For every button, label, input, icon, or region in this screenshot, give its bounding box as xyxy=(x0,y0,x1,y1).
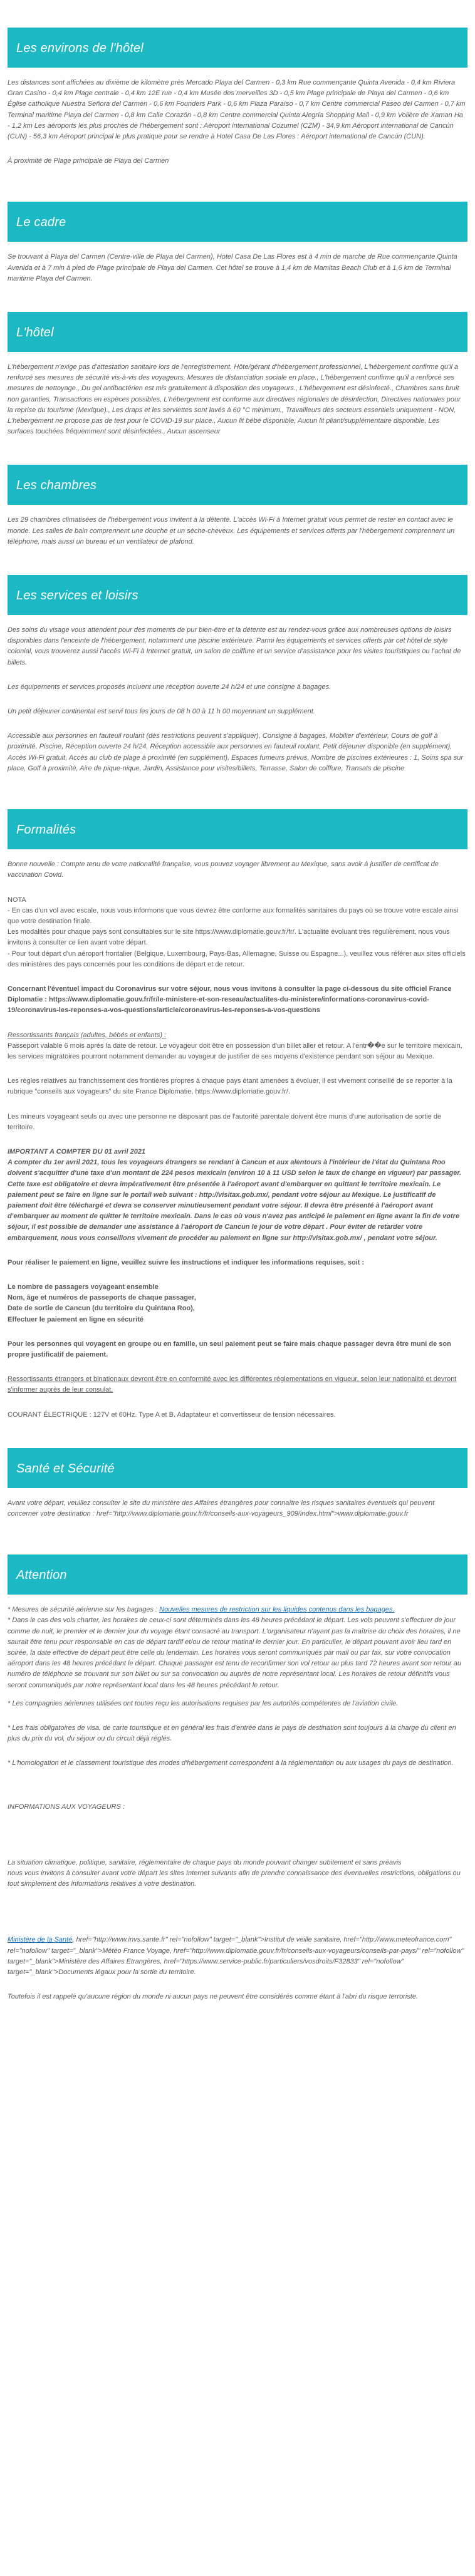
section-formalites xyxy=(8,859,467,1420)
formalites-groupe: Pour les personnes qui voyagent en groupe ou en famille, un seul paiement peut se faire mais chaque passager devra être muni de son propre justificatif de paiement. xyxy=(8,1340,451,1358)
services-liste: Accessible aux personnes en fauteuil roulant (dès restrictions peuvent s'appliquer), Consigne à bagages, Mobilier d'extérieur, Cours de golf à proximité, Piscine, Réception ouverte 24 h/24, Réception accessible aux personnes en fauteuil roulant, Petit déjeuner disponible (en supplément), Accès Wi-Fi gratuit, Accès au club de plage à proximité (en supplément), Espaces fumeurs prévus, Nombre de piscines extérieures : 1, Soins spa sur place, Golf à proximité, Aire de pique-nique, Jardin, Assistance pour visites/billets, Terrasse, Salon de coiffure, Transats de piscine xyxy=(8,732,464,772)
section-title-services: Les services et loisirs xyxy=(8,575,467,615)
attention-frais: * Les frais obligatoires de visa, de carte touristique et en général les frais d'entrée dans le pays de destination sont toujours à la charge du client en plus du prix du vol, du séjour ou du circuit déjà réglés. xyxy=(8,1724,456,1743)
formalites-regles: Les règles relatives au franchissement des frontières propres à chaque pays étant amenées à évoluer, il est vivement conseillé de se reporter à la rubrique "conseils aux voyageurs" du site France Diplomatie, https://www.diplomatie.gouv.fr/. xyxy=(8,1077,452,1096)
attention-homologation: * L'homologation et le classement touristique des modes d'hébergement correspondent à la réglementation ou aux usages du pays de destination. xyxy=(8,1759,454,1767)
attention-horaires: * Dans le cas des vols charter, les horaires de ceux-ci sont déterminés dans les 48 heures précédant le départ. Les vols peuvent s'effectuer de jour comme de nuit, le premier et le dernier jour du voyage étant consacré au transport. L'organisateur n'ayant pas la maîtrise du choix des horaires, il ne saurait être tenu pour responsable en cas de départ tardif et/ou de retour matinal le dernier jour. En particulier, le départ pouvant avoir lieu tard en soirée, la date effective de départ peut être celle du lendemain. Les horaires vous seront communiqués par mail ou par fax, sur votre convocation aéroport dans les 48 heures précédant le départ. Chaque passager est tenu de reconfirmer son vol retour au plus tard 72 heures avant son retour au numéro de téléphone se trouvant sur son billet ou sur sa convocation ou auprès de notre représentant local. Les horaires de retour définitifs vous seront communiqués par notre représentant local dans les 48 heures précédant le retour. xyxy=(8,1616,462,1689)
formalites-important: IMPORTANT A COMPTER DU 01 avril 2021 A compter du 1er avril 2021, tous les voyageurs étrangers se rendant à Cancun et aux alentours à l'intérieur de l'état du Quintana Roo doivent s'acquitter d'une taxe d'un montant de 224 pesos mexicain (environ 10 à 11 USD selon le taux de change en vigueur) par passager. Cette taxe est obligatoire et devra impérativement être présentée à l'aéroport avant d'embarquer en quittant le territoire mexicain. Le paiement peut se faire en ligne sur le portail web suivant : http://visitax.gob.mx/, pendant votre séjour au Mexique. Le justificatif de paiement doit être téléchargé et devra se conserver minutieusement pendant votre séjour. Il devra être présenté à l'aéroport avant d'embarquer au moment de quitter le territoire mexicain. Dans le cas où vous n'avez pas anticipé le paiement en ligne avant la fin de votre séjour, il est possible de demander une assistance à l'aéroport de Cancun le jour de votre départ . Pour éviter de retarder votre embarquement, nous vous conseillons vivement de procéder au paiement en ligne sur http://visitax.gob.mx/ , pendant votre séjour. xyxy=(8,1147,462,1242)
attention-infos-title: INFORMATIONS AUX VOYAGEURS : xyxy=(8,1803,125,1811)
section-title-chambres: Les chambres xyxy=(8,465,467,505)
section-chambres xyxy=(8,515,467,547)
sante-text: Avant votre départ, veuillez consulter le site du ministère des Affaires étrangères pour connaître les risques sanitaires éventuels qui peuvent concerner votre destination : href="http://www.diplomatie.gouv.fr/fr/conseils-aux-voyageurs_909/index.html">www.diplomatie.gouv.fr xyxy=(8,1499,435,1518)
attention-liens xyxy=(8,1935,466,1978)
ministere-sante-link[interactable]: Ministère de la Santé xyxy=(8,1936,73,1944)
formalites-ressortissants-body: Passeport valable 6 mois après la date de retour. Le voyageur doit être en possession d'un billet aller et retour. A l'entr��e sur le territoire mexicain, les services migratoires pourront notamment demander au voyageur de justifier de ses moyens d'existence pendant son séjour au Mexique. xyxy=(8,1042,462,1060)
section-hotel xyxy=(8,362,467,437)
services-soins: Des soins du visage vous attendent pour des moments de pur bien-être et la détente est au rendez-vous grâce aux nombreuses options de loisirs disponibles dans l'enceinte de l'hébergement, notamment une piscine extérieure. Parmi les équipements et services offerts par cet hôtel de style colonial, vous trouverez aussi l'accès Wi-Fi à Internet gratuit, un salon de coiffure et un service d'assistance pour les visites touristiques ou l'achat de billets. xyxy=(8,626,461,666)
attention-compagnies: * Les compagnies aériennes utilisées ont toutes reçu les autorisations requises par les autorités compétentes de l'aviation civile. xyxy=(8,1699,399,1707)
services-petit-dejeuner: Un petit déjeuner continental est servi tous les jours de 08 h 00 à 11 h 00 moyennant un supplément. xyxy=(8,708,315,716)
environs-proximite: À proximité de Plage principale de Playa del Carmen xyxy=(8,157,169,165)
section-title-formalites: Formalités xyxy=(8,809,467,849)
formalites-etrangers xyxy=(8,1374,466,1395)
section-title-cadre: Le cadre xyxy=(8,202,467,242)
chambres-text: Les 29 chambres climatisées de l'hébergement vous invitent à la détente. L'accès Wi-Fi à Internet gratuit vous permet de rester en contact avec le monde. Les salles de bain comprennent une douche et un sèche-cheveux. Les équipements et services offerts par l'hébergement comprennent un téléphone, mais aussi un bureau et un ventilateur de plafond. xyxy=(8,516,455,546)
environs-distances: Les distances sont affichées au dixième de kilomètre près Mercado Playa del Carmen - 0,3 km Rue commençante Quinta Avenida - 0,4 km Riviera Gran Casino - 0,4 km Plage centrale - 0,4 km 12E rue - 0,4 km Musée des merveilles 3D - 0,5 km Plage principale de Playa del Carmen - 0,6 km Église catholique Nuestra Señora del Carmen - 0,6 km Founders Park - 0,6 km Plaza Paraíso - 0,7 km Centre commercial Paseo del Carmen - 0,7 km Terminal maritime Playa del Carmen - 0,8 km Calle Corazón - 0,8 km Centre commercial Quinta Alegría Shopping Mall - 0,9 km Volière de Xaman Ha - 1,2 km Les aéroports les plus proches de l'hébergement sont : Aéroport international Cozumel (CZM) - 34,9 km Aéroport international de Cancún (CUN) - 56,3 km Aéroport principal le plus pratique pour se rendre à Hotel Casa De Las Flores : Aéroport international de Cancún (CUN). xyxy=(8,79,466,141)
formalites-nota-title: NOTA xyxy=(8,896,26,904)
cadre-text: Se trouvant à Playa del Carmen (Centre-ville de Playa del Carmen), Hotel Casa De Las Flores est à 4 min de marche de Rue commençante Quinta Avenida et à 7 min à pied de Plage principale de Playa del Carmen. Cet hôtel se trouve à 1,4 km de Mamitas Beach Club et à 1,6 km de Terminal maritime Playa del Carmen. xyxy=(8,253,457,282)
section-title-hotel: L'hôtel xyxy=(8,312,467,352)
section-title-attention: Attention xyxy=(8,1554,467,1595)
formalites-requis-2: Nom, âge et numéros de passeports de chaque passager, xyxy=(8,1294,196,1302)
section-services xyxy=(8,625,467,774)
hotel-text: L'hébergement n'exige pas d'attestation sanitaire lors de l'enregistrement. Hôte/gérant d'hébergement professionnel, L'hébergement confirme qu'il a renforcé ses mesures de sécurité vis-à-vis des voyageurs, Mesures de distanciation sociale en place., L'hébergement confirme qu'il a renforcé ses mesures de nettoyage., Du gel antibactérien est mis gratuitement à disposition des voyageurs., L'hébergement est désinfecté., Chambres sans bruit non garanties, Transactions en espèces possibles, L'hébergement est conforme aux directives régionales de désinfection, Directives nationales pour la reprise du tourisme (Mexique)., Les draps et les serviettes sont lavés à 60 °C minimum., Travailleurs des secteurs essentiels uniquement - NON, L'hébergement ne propose pas de test pour le COVID-19 sur place., Aucun lit bébé disponible, Aucun lit pliant/supplémentaire disponible, Les surfaces touchées fréquemment sont désinfectées., Aucun ascenseur xyxy=(8,363,461,436)
formalites-nota-modalites: Les modalités pour chaque pays sont consultables sur le site https://www.diplomatie.gouv.fr/fr/. L'actualité évoluant très régulièrement, nous vous invitons à consulter ce lien avant votre départ. xyxy=(8,928,450,947)
formalites-courant: COURANT ÉLECTRIQUE : 127V et 60Hz. Type A et B. Adaptateur et convertisseur de tension nécessaires. xyxy=(8,1410,336,1419)
section-title-sante: Santé et Sécurité xyxy=(8,1448,467,1488)
section-title-environs: Les environs de l'hôtel xyxy=(8,28,467,68)
attention-situation: La situation climatique, politique, sanitaire, réglementaire de chaque pays du monde pouvant changer subitement et sans préavis nous vous invitons à consulter avant votre départ les sites Internet suivants afin de prendre connaissance des éventuelles restrictions, obligations ou tout simplement des informations relatives à votre destination. xyxy=(8,1858,461,1888)
attention-toutefois: Toutefois il est rappelé qu'aucune région du monde ni aucun pays ne peuvent être considérés comme étant à l'abri du risque terroriste. xyxy=(8,1993,419,2001)
formalites-requis-4: Effectuer le paiement en ligne en sécurité xyxy=(8,1315,144,1323)
liquides-restriction-link[interactable]: Nouvelles mesures de restriction sur les liquides contenus dans les bagages. xyxy=(159,1606,395,1614)
section-attention xyxy=(8,1605,467,2002)
formalites-requis-3: Date de sortie de Cancun (du territoire du Quintana Roo), xyxy=(8,1305,195,1313)
attention-liens-text: , href="http://www.invs.sante.fr" rel="nofollow" target="_blank">Institut de veille sanitaire, href="http://www.meteofrance.com" rel="nofollow" target="_blank">Météo France Voyage, href="http://www.diplomatie.gouv.fr/fr/conseils-aux-voyageurs/conseils-par-pays/" rel="nofollow" target="_blank">Ministère des Affaires Etrangères, href="https://www.service-public.fr/particuliers/vosdroits/F32833" rel="nofollow" target="_blank">Documents légaux pour la sortie du territoire. xyxy=(8,1936,464,1977)
formalites-requis-1: Le nombre de passagers voyageant ensemble xyxy=(8,1283,159,1291)
formalites-coronavirus: Concernant l'éventuel impact du Coronavirus sur votre séjour, nous vous invitons à consulter la page ci-dessous du site officiel France Diplomatie : https://www.diplomatie.gouv.fr/fr/le-ministere-et-son-reseau/actualites-du-ministere/informations-coronavirus-covid-19/coronavirus-les-reponses-a-vos-questions/article/coronavirus-les-reponses-a-vos-questions xyxy=(8,985,452,1015)
section-environs xyxy=(8,78,467,167)
formalites-etrangers-text: Ressortissants étrangers et binationaux devront être en conformité avec les différentes réglementations en vigueur, selon leur nationalité et devront s'informer auprès de leur consulat. xyxy=(8,1375,457,1394)
formalites-ressortissants-title: Ressortissants français (adultes, bébés et enfants) : xyxy=(8,1031,167,1039)
formalites-pour-realiser: Pour réaliser le paiement en ligne, veuillez suivre les instructions et indiquer les informations requises, soit : xyxy=(8,1258,365,1266)
attention-mesures-prefix: * Mesures de sécurité aérienne sur les bagages : xyxy=(8,1606,160,1614)
section-sante xyxy=(8,1498,467,1519)
services-reception: Les équipements et services proposés incluent une réception ouverte 24 h/24 et une consigne à bagages. xyxy=(8,683,331,691)
formalites-bonne-nouvelle: Bonne nouvelle : Compte tenu de votre nationalité française, vous pouvez voyager librement au Mexique, sans avoir à justifier de certificat de vaccination Covid. xyxy=(8,861,439,879)
formalites-mineurs: Les mineurs voyageant seuls ou avec une personne ne disposant pas de l'autorité parentale doivent être munis d'une autorisation de sortie de territoire. xyxy=(8,1112,442,1131)
formalites-nota-frontalier: - Pour tout départ d'un aéroport frontalier (Belgique, Luxembourg, Pays-Bas, Allemagne, Suisse ou Espagne...), veuillez vous référer aux sites officiels des ministères des pays concernés pour les conditions de départ et de retour. xyxy=(8,949,466,968)
section-cadre xyxy=(8,252,467,284)
formalites-nota-escale: - En cas d'un vol avec escale, nous vous informons que vous devrez être conforme aux formalités sanitaires du pays où se trouve votre escale ainsi que votre destination finale. xyxy=(8,906,459,925)
attention-mesures xyxy=(8,1605,466,1615)
